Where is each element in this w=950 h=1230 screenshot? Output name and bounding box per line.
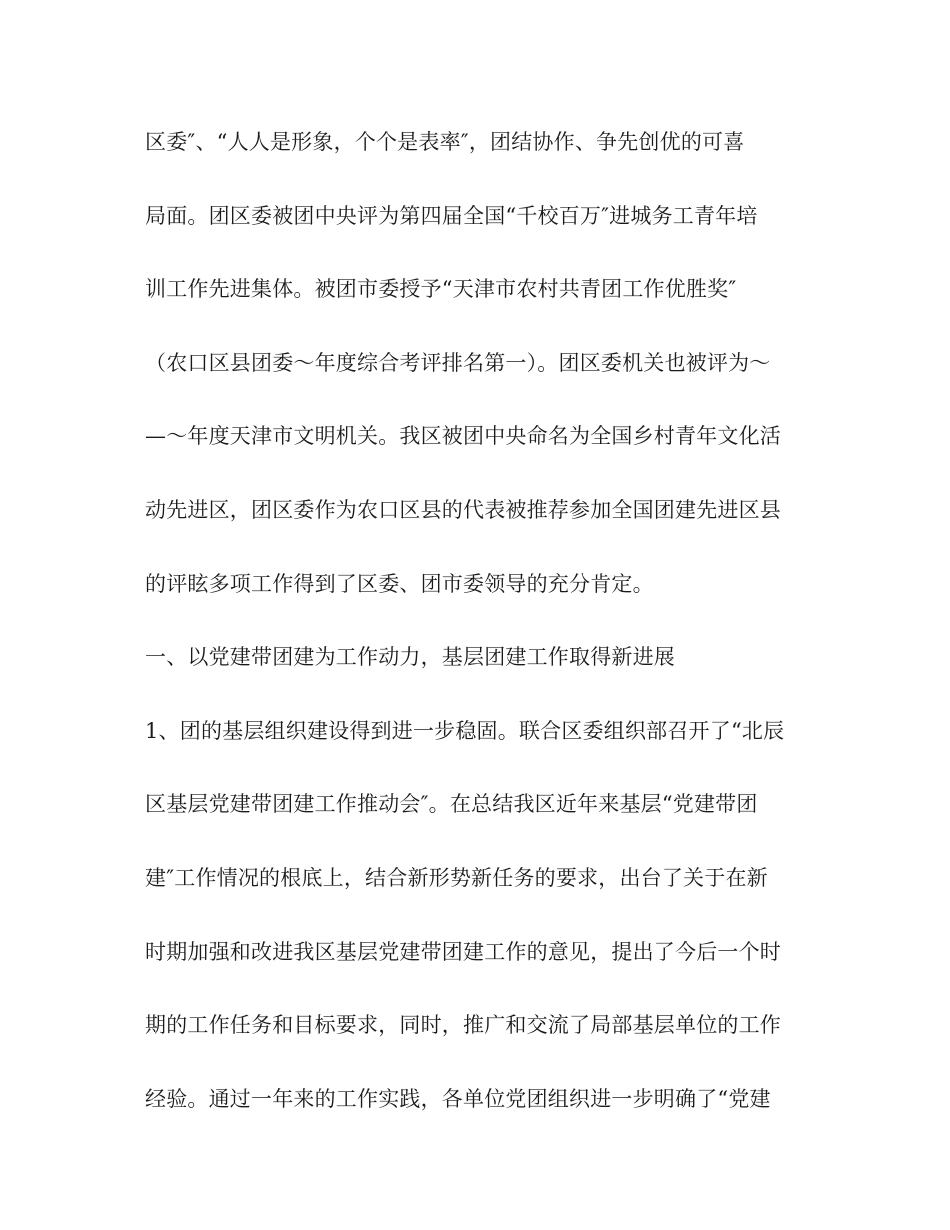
text-line-5: —～年度天津市文明机关。我区被团中央命名为全国乡村青年文化活 bbox=[145, 424, 781, 449]
text-line-6: 动先进区，团区委作为农口区县的代表被推荐参加全国团建先进区县 bbox=[145, 497, 781, 522]
text-line-2: 局面。团区委被团中央评为第四届全国“千校百万″进城务工青年培 bbox=[145, 203, 758, 228]
text-line-4: （农口区县团委～年度综合考评排名第一）。团区委机关也被评为～ bbox=[145, 350, 771, 375]
text-line-7: 的评眩多项工作得到了区委、团市委领导的充分肯定。 bbox=[145, 571, 654, 596]
text-line-13: 期的工作任务和目标要求，同时，推广和交流了局部基层单位的工作 bbox=[145, 1013, 781, 1038]
text-line-1: 区委″、“人人是形象，个个是表率″，团结协作、争先创优的可喜 bbox=[145, 130, 745, 154]
text-line-12: 时期加强和改进我区基层党建带团建工作的意见，提出了今后一个时 bbox=[145, 939, 781, 964]
body-text bbox=[145, 120, 810, 1150]
section-heading: 一、以党建带团建为工作动力，基层团建工作取得新进展 bbox=[145, 645, 675, 670]
text-line-14: 经验。通过一年来的工作实践，各单位党团组织进一步明确了“党建 bbox=[145, 1086, 771, 1111]
text-line-3: 训工作先进集体。被团市委授予“天津市农村共青团工作优胜奖″ bbox=[145, 277, 737, 302]
text-line-11: 建″工作情况的根底上，结合新形势新任务的要求，出台了关于在新 bbox=[145, 865, 768, 890]
text-line-10: 区基层党建带团建工作推动会″。在总结我区近年来基层“党建带团 bbox=[145, 792, 758, 817]
text-line-9: 1、团的基层组织建设得到进一步稳固。联合区委组织部召开了“北辰 bbox=[145, 718, 785, 743]
